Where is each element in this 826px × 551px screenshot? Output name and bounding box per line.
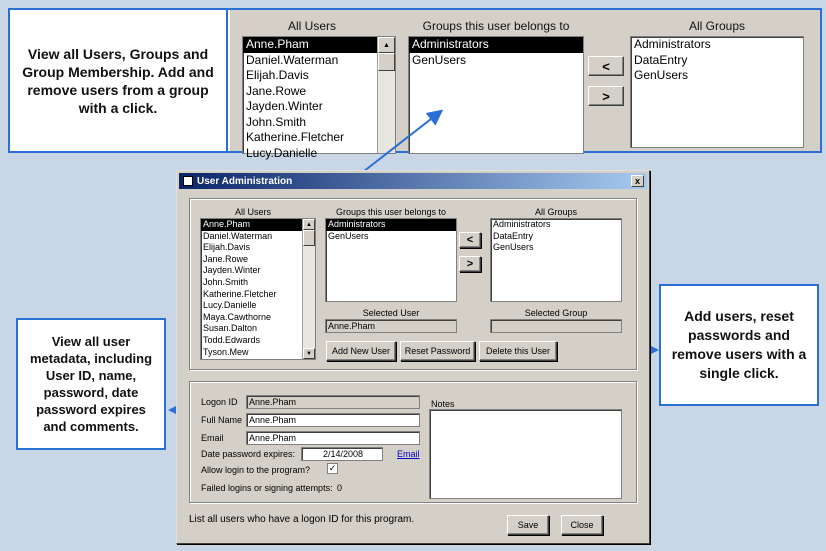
user-groups-list[interactable] [325, 218, 457, 302]
callout-user-metadata: View all user metadata, including User ID, name, password, date password expires and comments. [16, 318, 166, 450]
failed-logins-label: Failed logins or signing attempts: [201, 483, 333, 493]
group-list-item[interactable]: Administrators [493, 219, 551, 229]
user-list-item[interactable]: Katherine.Fletcher [246, 130, 345, 144]
user-list-item[interactable]: Anne.Pham [243, 37, 395, 53]
selected-group-field [490, 319, 622, 333]
banner-description: View all Users, Groups and Group Membership. Add and remove users from a group with a click. [10, 10, 228, 151]
user-list-item[interactable]: Tyson.Mew [203, 346, 249, 357]
user-group-list-item[interactable]: Administrators [409, 37, 583, 53]
zoom-add-to-group-button[interactable]: > [588, 86, 624, 106]
user-group-list-item[interactable]: Administrators [326, 219, 456, 231]
add-new-user-button[interactable]: Add New User [326, 341, 396, 361]
user-list-item[interactable]: Todd.Edwards [203, 334, 261, 345]
user-list-item[interactable]: Lucy.Danielle [203, 300, 257, 311]
group-list-item[interactable]: Administrators [634, 37, 711, 51]
notes-label: Notes [431, 399, 455, 409]
all-groups-title: All Groups [534, 207, 578, 217]
selected-user-field: Anne.Pham [325, 319, 457, 333]
selected-group-label: Selected Group [524, 308, 588, 318]
group-list-item[interactable]: GenUsers [493, 242, 534, 253]
scroll-up-icon[interactable]: ▲ [303, 219, 315, 230]
allow-login-checkbox[interactable]: ✓ [328, 463, 337, 473]
full-name-field[interactable]: Anne.Pham [246, 413, 420, 427]
user-list-item[interactable]: John.Smith [246, 114, 307, 129]
delete-user-button[interactable]: Delete this User [479, 341, 557, 361]
notes-field[interactable] [429, 409, 622, 499]
window-icon [183, 176, 193, 186]
all-users-list[interactable] [200, 218, 316, 360]
dialog-titlebar[interactable] [179, 173, 647, 189]
user-list-item[interactable]: John.Smith [203, 276, 249, 287]
all-groups-list[interactable] [490, 218, 622, 302]
user-list-item[interactable]: Jayden.Winter [203, 265, 261, 276]
logon-id-label: Logon ID [201, 397, 238, 407]
user-list-item[interactable]: Elijah.Davis [246, 68, 309, 82]
user-list-item[interactable]: Maya.Cawthorne [203, 311, 272, 322]
user-list-item[interactable]: Jayden.Winter [246, 99, 323, 113]
user-list-item[interactable]: Susan.Dalton [203, 323, 258, 334]
group-list-item[interactable]: DataEntry [634, 52, 688, 67]
group-list-item[interactable]: DataEntry [493, 230, 534, 241]
full-name-label: Full Name [201, 415, 243, 425]
callout-user-actions: Add users, reset passwords and remove users with a single click. [659, 284, 819, 406]
zoom-all-users-title: All Users [287, 19, 336, 33]
scroll-up-icon[interactable]: ▲ [378, 37, 395, 53]
selected-user-label: Selected User [362, 308, 420, 318]
email-label: Email [201, 433, 224, 443]
user-list-item[interactable]: Lucy.Danielle [246, 145, 318, 160]
date-expires-field[interactable]: 2/14/2008 [301, 447, 383, 461]
user-list-item[interactable]: Anne.Pham [201, 219, 315, 231]
logon-id-field: Anne.Pham [246, 395, 420, 409]
scroll-down-icon[interactable]: ▼ [303, 348, 315, 359]
zoom-groups-title: Groups this user belongs to [422, 19, 570, 33]
email-field[interactable]: Anne.Pham [246, 431, 420, 445]
user-list-item[interactable]: Daniel.Waterman [246, 52, 339, 67]
groups-title: Groups this user belongs to [335, 207, 447, 217]
remove-from-group-button[interactable]: < [459, 232, 481, 248]
scroll-thumb[interactable] [303, 230, 315, 246]
save-button[interactable]: Save [507, 515, 549, 535]
users-scrollbar[interactable] [302, 219, 315, 359]
failed-logins-value: 0 [337, 483, 343, 493]
all-users-title: All Users [234, 207, 271, 217]
add-to-group-button[interactable]: > [459, 256, 481, 272]
user-group-list-item[interactable]: GenUsers [412, 52, 467, 67]
user-list-item[interactable]: Katherine.Fletcher [203, 288, 277, 299]
user-list-item[interactable]: Daniel.Waterman [203, 230, 273, 241]
close-button[interactable]: Close [561, 515, 603, 535]
user-list-item[interactable]: Elijah.Davis [203, 242, 251, 253]
allow-login-label: Allow login to the program? [201, 465, 311, 475]
user-list-item[interactable]: Jane.Rowe [246, 83, 307, 98]
status-text: List all users who have a logon ID for this program. [189, 514, 415, 525]
email-link[interactable]: Email [397, 449, 420, 459]
reset-password-button[interactable]: Reset Password [400, 341, 475, 361]
user-list-item[interactable]: Jane.Rowe [203, 253, 249, 264]
user-group-list-item[interactable]: GenUsers [328, 230, 369, 241]
dialog-title: User Administration [197, 175, 293, 187]
date-expires-label: Date password expires: [201, 449, 296, 459]
zoom-all-groups-title: All Groups [688, 19, 746, 33]
zoom-remove-from-group-button[interactable]: < [588, 56, 624, 76]
close-icon[interactable]: x [631, 175, 644, 187]
group-list-item[interactable]: GenUsers [634, 68, 689, 82]
user-administration-dialog [176, 170, 650, 544]
